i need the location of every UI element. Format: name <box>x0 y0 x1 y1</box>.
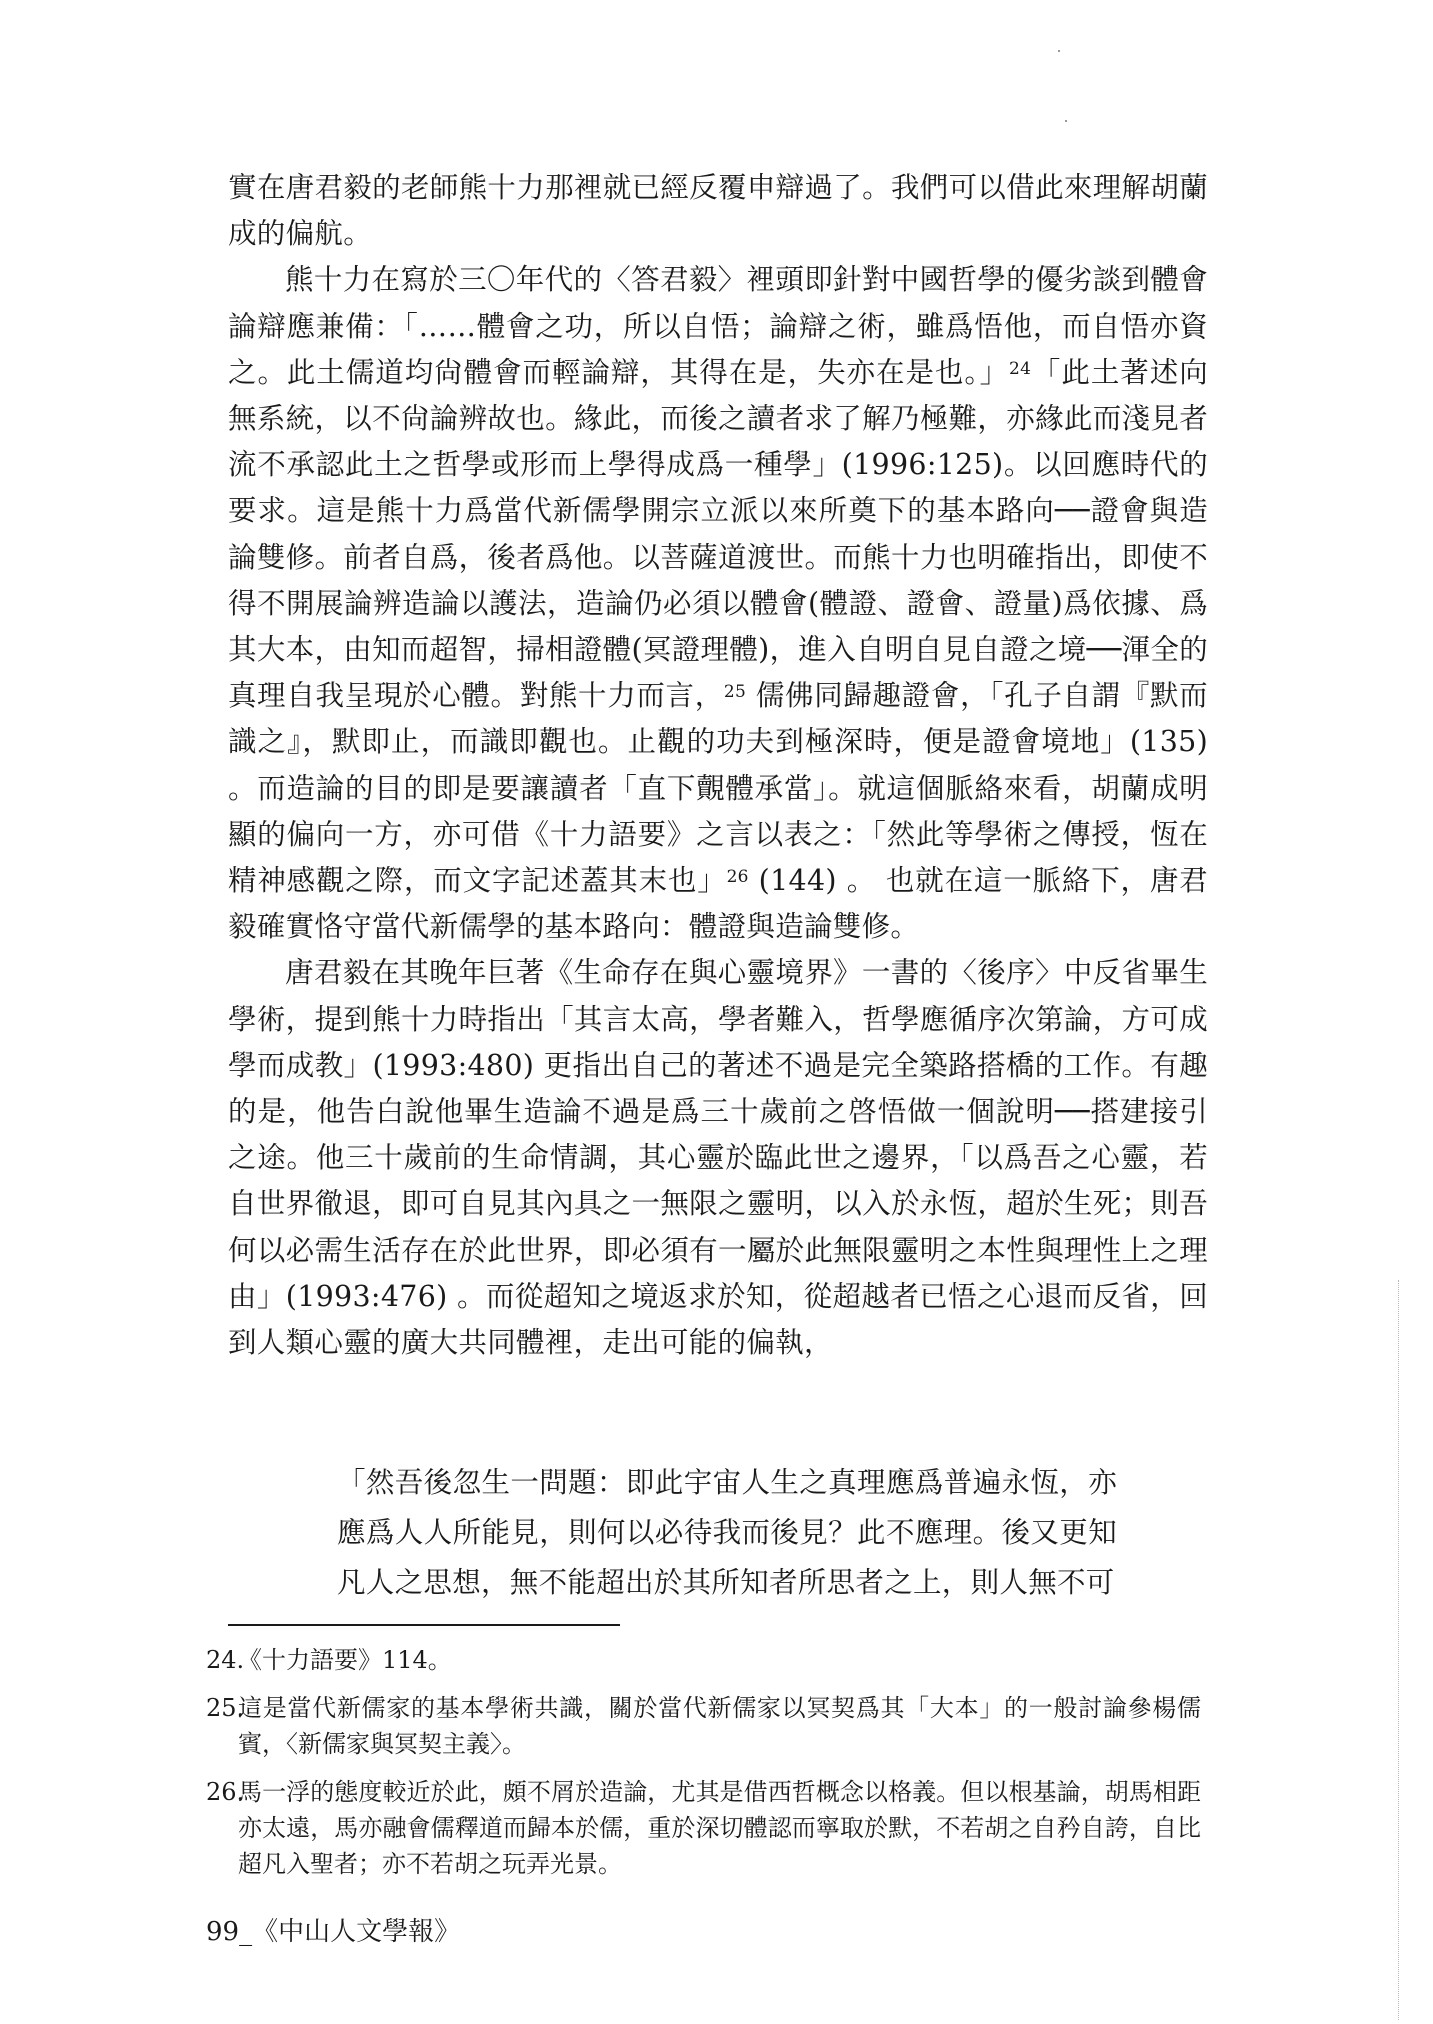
footnote-text: 《十力語要》114。 <box>238 1646 452 1674</box>
footnote-number: 26. <box>206 1778 245 1806</box>
block-quote-text: 「然吾後忽生一問題：即此宇宙人生之真理應爲普遍永恆，亦應爲人人所能見，則何以必待我而後見？此不應理。後又更知凡人之思想，無不能超出於其所知者所思者之上，則人無不可 <box>337 1466 1117 1599</box>
footnote-25 <box>206 1690 1201 1762</box>
footnote-text: 這是當代新儒家的基本學術共識，關於當代新儒家以冥契爲其「大本」的一般討論參楊儒賓，〈新儒家與冥契主義〉。 <box>238 1694 1201 1758</box>
footnote-ref-25: 25 <box>723 682 747 703</box>
footnote-number: 25. <box>206 1694 245 1722</box>
body-text <box>228 165 1208 1366</box>
footnote-separator <box>228 1624 620 1626</box>
paragraph-2-part-4: (144) 。 也就在這一脈絡下，唐君毅確實恪守當代新儒學的基本路向：體證與造論雙修。 <box>228 864 1208 944</box>
paragraph-2 <box>228 257 1208 950</box>
scan-edge-line <box>1398 1280 1399 2020</box>
footnote-text: 馬一浮的態度較近於此，頗不屑於造論，尤其是借西哲概念以格義。但以根基論，胡馬相距亦太遠，馬亦融會儒釋道而歸本於儒，重於深切體認而寧取於默，不若胡之自矜自誇，自比超凡入聖者；亦不若胡之玩弄光景。 <box>238 1778 1201 1878</box>
page-footer: 99_《中山人文學報》 <box>206 1917 461 1947</box>
paragraph-2-part-2: 「此土著述向無系統，以不尙論辨故也。緣此，而後之讀者求了解乃極難，亦緣此而淺見者流不承認此土之哲學或形而上學得成爲一種學」(1996:125)。以回應時代的要求。這是熊十力爲當代新儒學開宗立派以來所奠下的基本路向──證會與造論雙修。前者自爲，後者爲他。以菩薩道渡世。而熊十力也明確指出，即使不得不開展論辨造論以護法，造論仍必須以體會(體證、證會、證量)爲依據、爲其大本，由知而超智，掃相證體(冥證理體)，進入自明自見自證之境──渾全的真理自我呈現於心體。對熊十力而言， <box>228 355 1208 713</box>
scan-speck <box>1065 120 1067 122</box>
paragraph-3: 唐君毅在其晚年巨著《生命存在與心靈境界》一書的〈後序〉中反省畢生學術，提到熊十力時指出「其言太高，學者難入，哲學應循序次第論，方可成學而成教」(1993:480) 更指出自己的著述不過是完全築路搭橋的工作。有趣的是，他告白說他畢生造論不過是爲三十歲前之啓悟做一個說明──搭建接引之途。他三十歲前的生命情調，其心靈於臨此世之邊界，「以爲吾之心靈，若自世界徹退，即可自見其內具之一無限之靈明，以入於永恆，超於生死；則吾何以必需生活存在於此世界，即必須有一屬於此無限靈明之本性與理性上之理由」(1993:476) 。而從超知之境返求於知，從超越者已悟之心退而反省，回到人類心靈的廣大共同體裡，走出可能的偏執， <box>228 956 1208 1360</box>
footnote-ref-24: 24 <box>1009 358 1032 379</box>
block-quote <box>337 1458 1117 1608</box>
footnotes <box>206 1642 1201 1894</box>
footnote-ref-26: 26 <box>726 867 749 888</box>
footnote-number: 24. <box>206 1646 245 1674</box>
footnote-24 <box>206 1642 1201 1678</box>
paragraph-2-part-3: 儒佛同歸趣證會，「孔子自謂『默而識之』，默即止，而識即觀也。止觀的功夫到極深時，便是證會境地」(135) 。而造論的目的即是要讓讀者「直下覿體承當」。就這個脈絡來看，胡蘭成明顯的偏向一方，亦可借《十力語要》之言以表之：「然此等學術之傳授，恆在精神感觀之際，而文字記述蓋其末也」 <box>228 679 1208 898</box>
scan-speck <box>1058 50 1060 52</box>
footnote-26 <box>206 1774 1201 1882</box>
paragraph-2-part-1: 熊十力在寫於三〇年代的〈答君毅〉裡頭即針對中國哲學的優劣談到體會論辯應兼備：「……體會之功，所以自悟；論辯之術，雖爲悟他，而自悟亦資之。此土儒道均尙體會而輕論辯，其得在是，失亦在是也。」 <box>228 263 1208 389</box>
paragraph-1: 實在唐君毅的老師熊十力那裡就已經反覆申辯過了。我們可以借此來理解胡蘭成的偏航。 <box>228 171 1208 251</box>
